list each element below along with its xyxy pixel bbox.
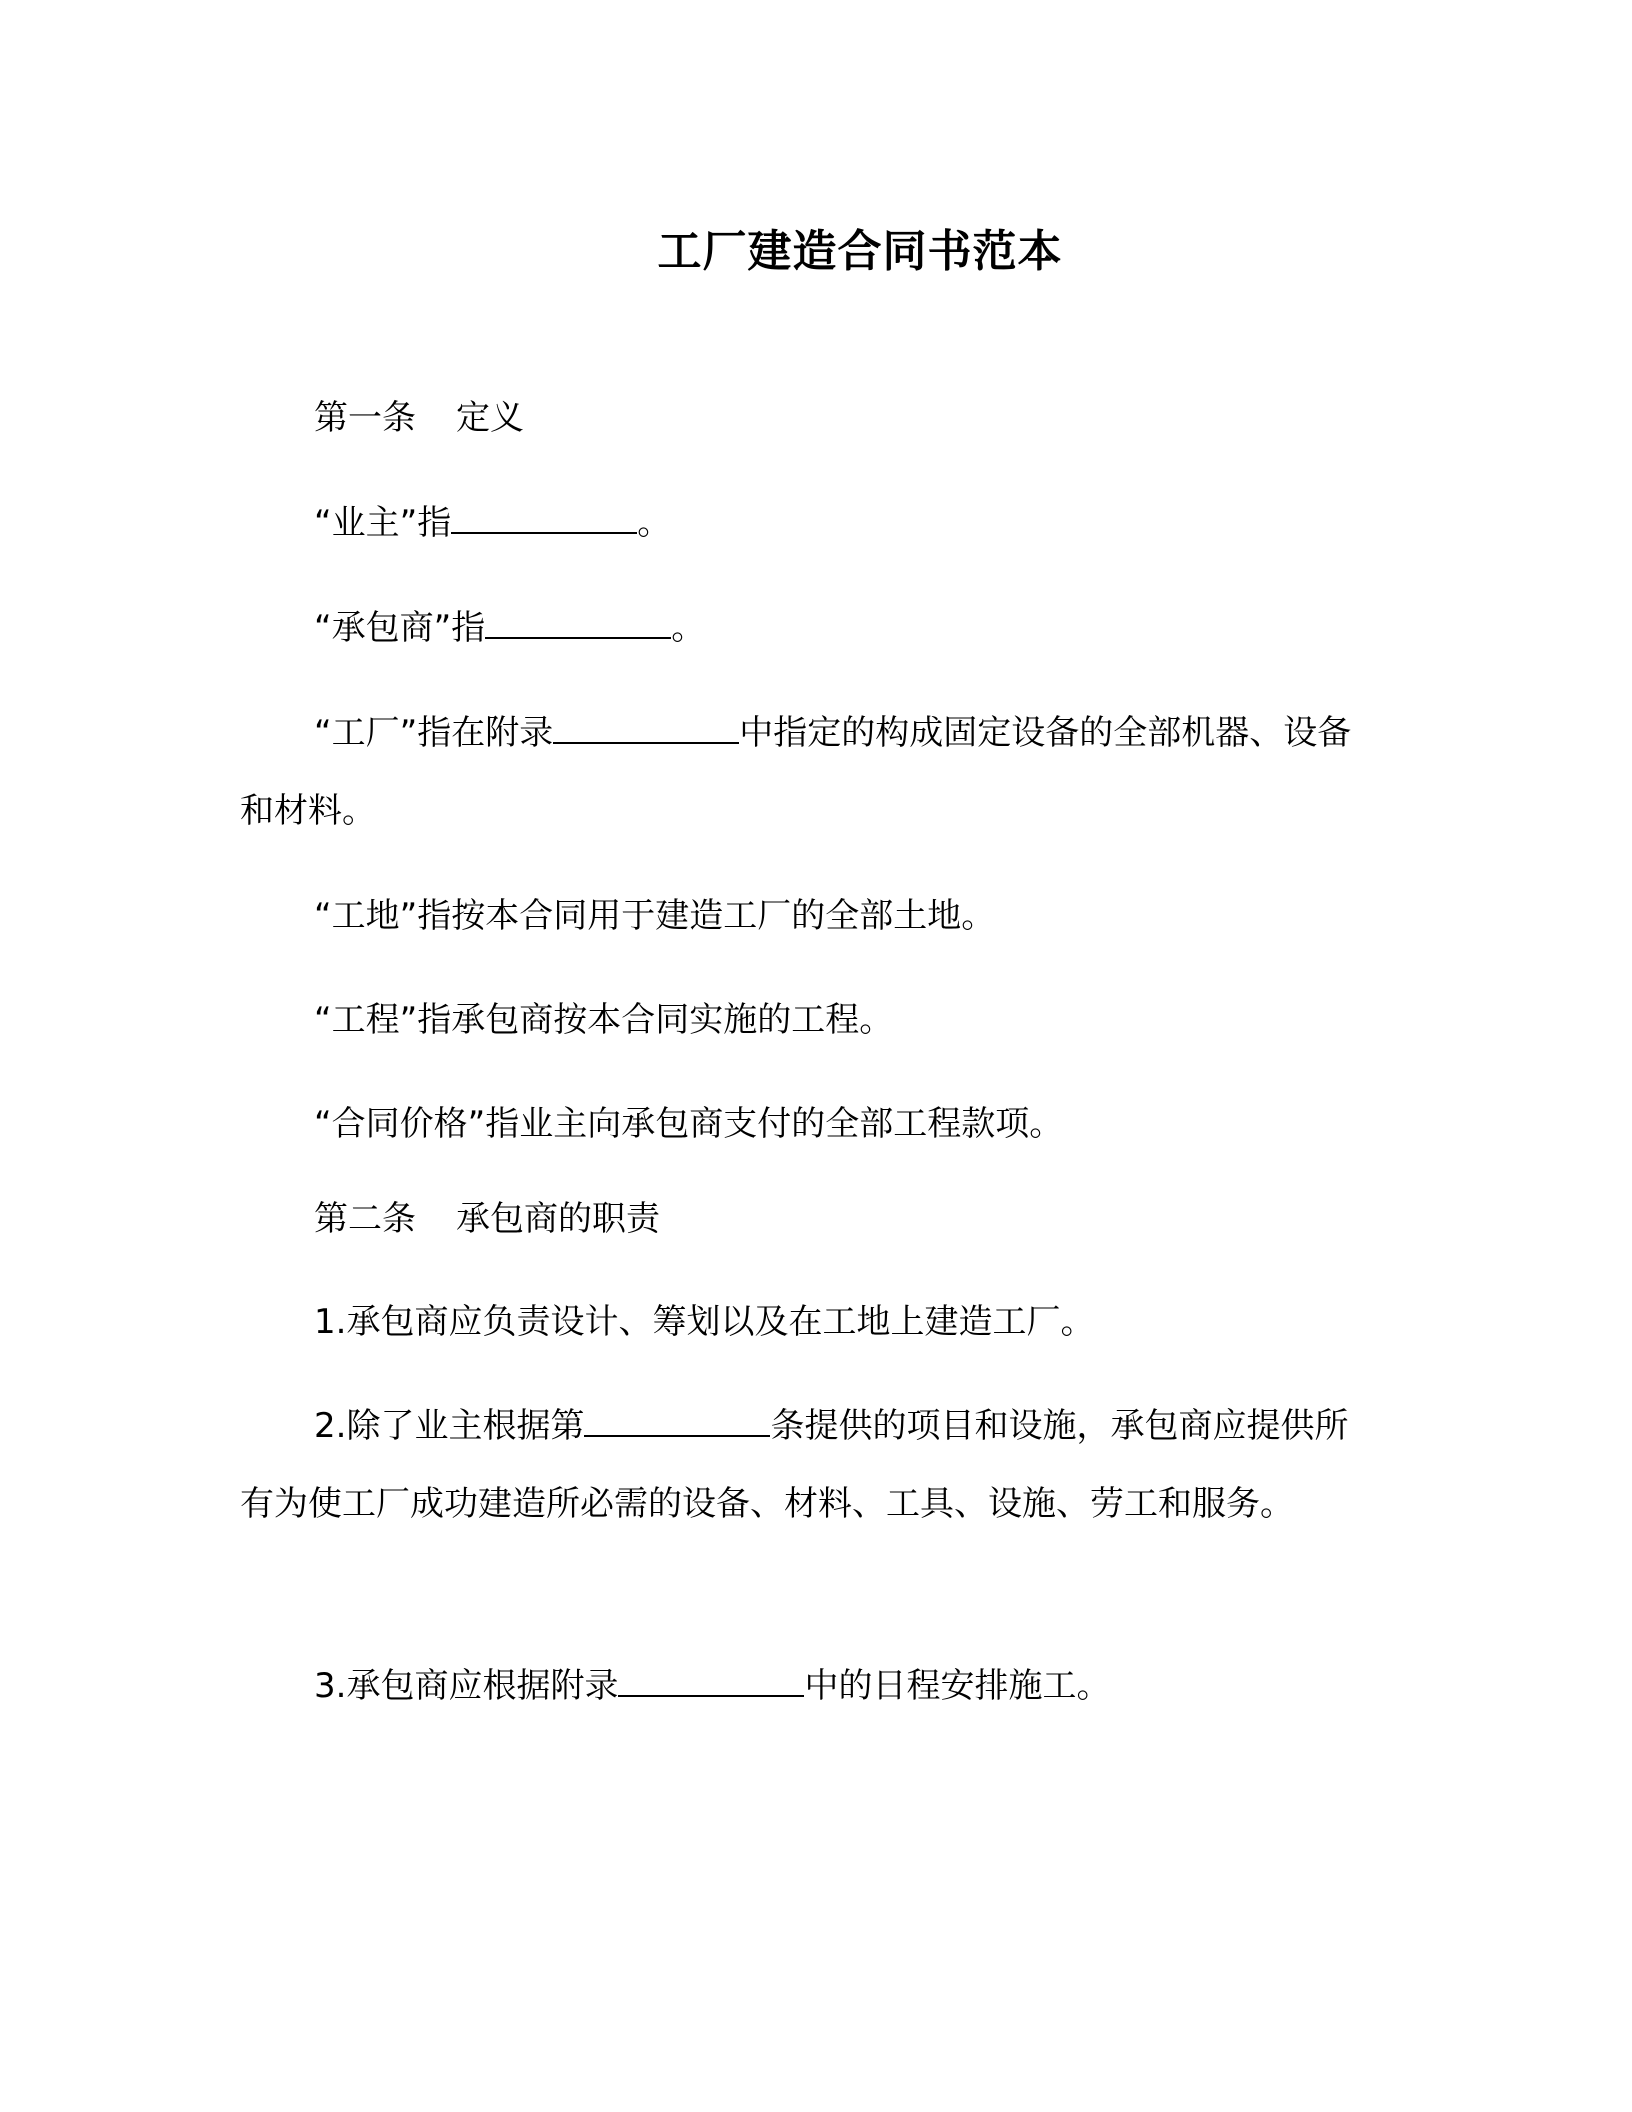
definition-owner-end: 。: [637, 503, 672, 543]
fill-in-blank: [584, 1405, 770, 1437]
fill-in-blank: [618, 1665, 804, 1697]
article-1-number: 第一条: [314, 398, 416, 438]
fill-in-blank: [553, 712, 739, 744]
document-title: 工厂建造合同书范本: [657, 226, 1063, 277]
clause-item-3-rest: 中的日程安排施工。: [804, 1666, 1111, 1706]
clause-item-3: [240, 1647, 1380, 1725]
fill-in-blank: [451, 502, 637, 534]
definition-owner: [240, 484, 1380, 562]
definition-site: “工地”指按本合同用于建造工厂的全部土地。: [314, 896, 996, 936]
article-2-name: 承包商的职责: [456, 1199, 660, 1239]
clause-item-2-text: 2.除了业主根据第: [314, 1406, 585, 1446]
definition-plant-text: “工厂”指在附录: [314, 713, 554, 753]
article-1-heading: [240, 379, 1380, 457]
clause-item-2: [240, 1387, 1380, 1543]
clause-item-1: 1.承包商应负责设计、筹划以及在工地上建造工厂。: [314, 1302, 1095, 1342]
article-1-name: 定义: [456, 398, 524, 438]
clause-item-3-text: 3.承包商应根据附录: [314, 1666, 619, 1706]
article-2-number: 第二条: [314, 1199, 416, 1239]
article-2-heading: [240, 1180, 1380, 1258]
definition-plant: [240, 694, 1380, 850]
definition-contract-price: “合同价格”指业主向承包商支付的全部工程款项。: [314, 1104, 1064, 1144]
definition-contractor-text: “承包商”指: [314, 608, 486, 648]
fill-in-blank: [485, 607, 671, 639]
definition-contractor: [240, 589, 1380, 667]
definition-plant-rest: 中指定的构成固定设备的全部机器、设备和材料。: [240, 713, 1352, 831]
definition-owner-text: “业主”指: [314, 503, 452, 543]
definition-contractor-end: 。: [671, 608, 706, 648]
clause-item-2-rest: 条提供的项目和设施，承包商应提供所有为使工厂成功建造所必需的设备、材料、工具、设施、劳工和服务。: [240, 1406, 1349, 1524]
definition-works: “工程”指承包商按本合同实施的工程。: [314, 1000, 894, 1040]
